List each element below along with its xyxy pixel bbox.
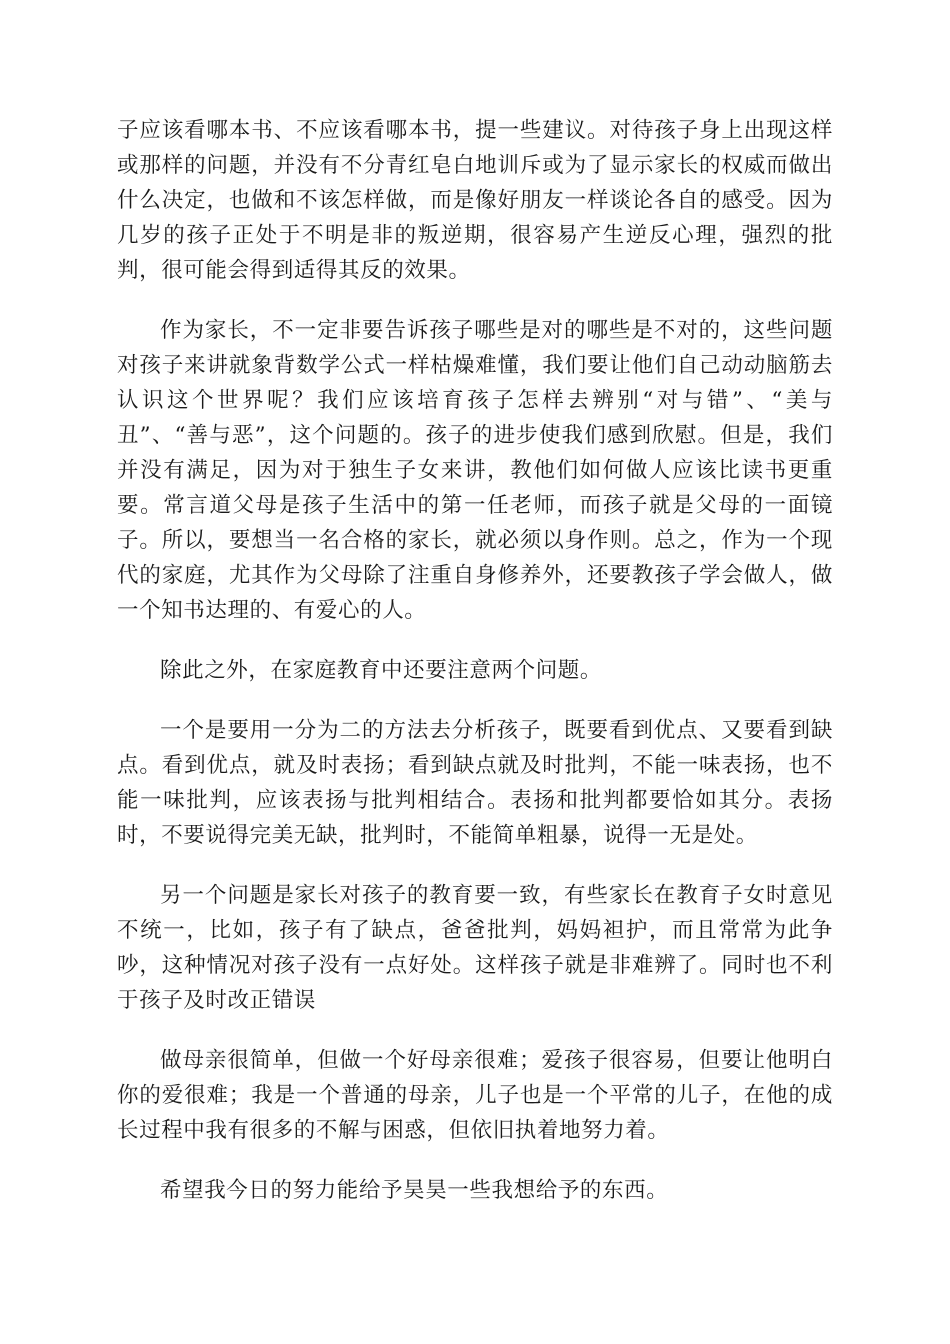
paragraph-6: 做母亲很简单，但做一个好母亲很难；爱孩子很容易，但要让他明白你的爱很难；我是一个普通的母亲，儿子也是一个平常的儿子，在他的成长过程中我有很多的不解与困惑，但依旧执着地努力着。 xyxy=(117,1048,833,1143)
paragraph-4: 一个是要用一分为二的方法去分析孩子，既要看到优点、又要看到缺点。看到优点，就及时表扬；看到缺点就及时批判，不能一味表扬，也不能一味批判，应该表扬与批判相结合。表扬和批判都要恰如其分。表扬时，不要说得完美无缺，批判时，不能简单粗暴，说得一无是处。 xyxy=(117,718,833,848)
paragraph-2: 作为家长，不一定非要告诉孩子哪些是对的哪些是不对的，这些问题对孩子来讲就象背数学公式一样枯燥难懂，我们要让他们自己动动脑筋去认识这个世界呢？我们应该培育孩子怎样去辨别“对与错”、“美与丑”、“善与恶”，这个问题的。孩子的进步使我们感到欣慰。但是，我们并没有满足，因为对于独生子女来讲，教他们如何做人应该比读书更重要。常言道父母是孩子生活中的第一任老师，而孩子就是父母的一面镜子。所以，要想当一名合格的家长，就必须以身作则。总之，作为一个现代的家庭，尤其作为父母除了注重自身修养外，还要教孩子学会做人，做一个知书达理的、有爱心的人。 xyxy=(117,318,833,623)
document-body xyxy=(117,113,833,1233)
paragraph-7: 希望我今日的努力能给予昊昊一些我想给予的东西。 xyxy=(160,1178,669,1203)
paragraph-1: 子应该看哪本书、不应该看哪本书，提一些建议。对待孩子身上出现这样或那样的问题，并没有不分青红皂白地训斥或为了显示家长的权威而做出什么决定，也做和不该怎样做，而是像好朋友一样谈论各自的感受。因为几岁的孩子正处于不明是非的叛逆期，很容易产生逆反心理，强烈的批判，很可能会得到适得其反的效果。 xyxy=(117,118,833,283)
paragraph-5: 另一个问题是家长对孩子的教育要一致，有些家长在教育子女时意见不统一，比如，孩子有了缺点，爸爸批判，妈妈袒护，而且常常为此争吵，这种情况对孩子没有一点好处。这样孩子就是非难辨了。同时也不利于孩子及时改正错误 xyxy=(117,883,833,1013)
paragraph-3: 除此之外，在家庭教育中还要注意两个问题。 xyxy=(160,658,603,683)
